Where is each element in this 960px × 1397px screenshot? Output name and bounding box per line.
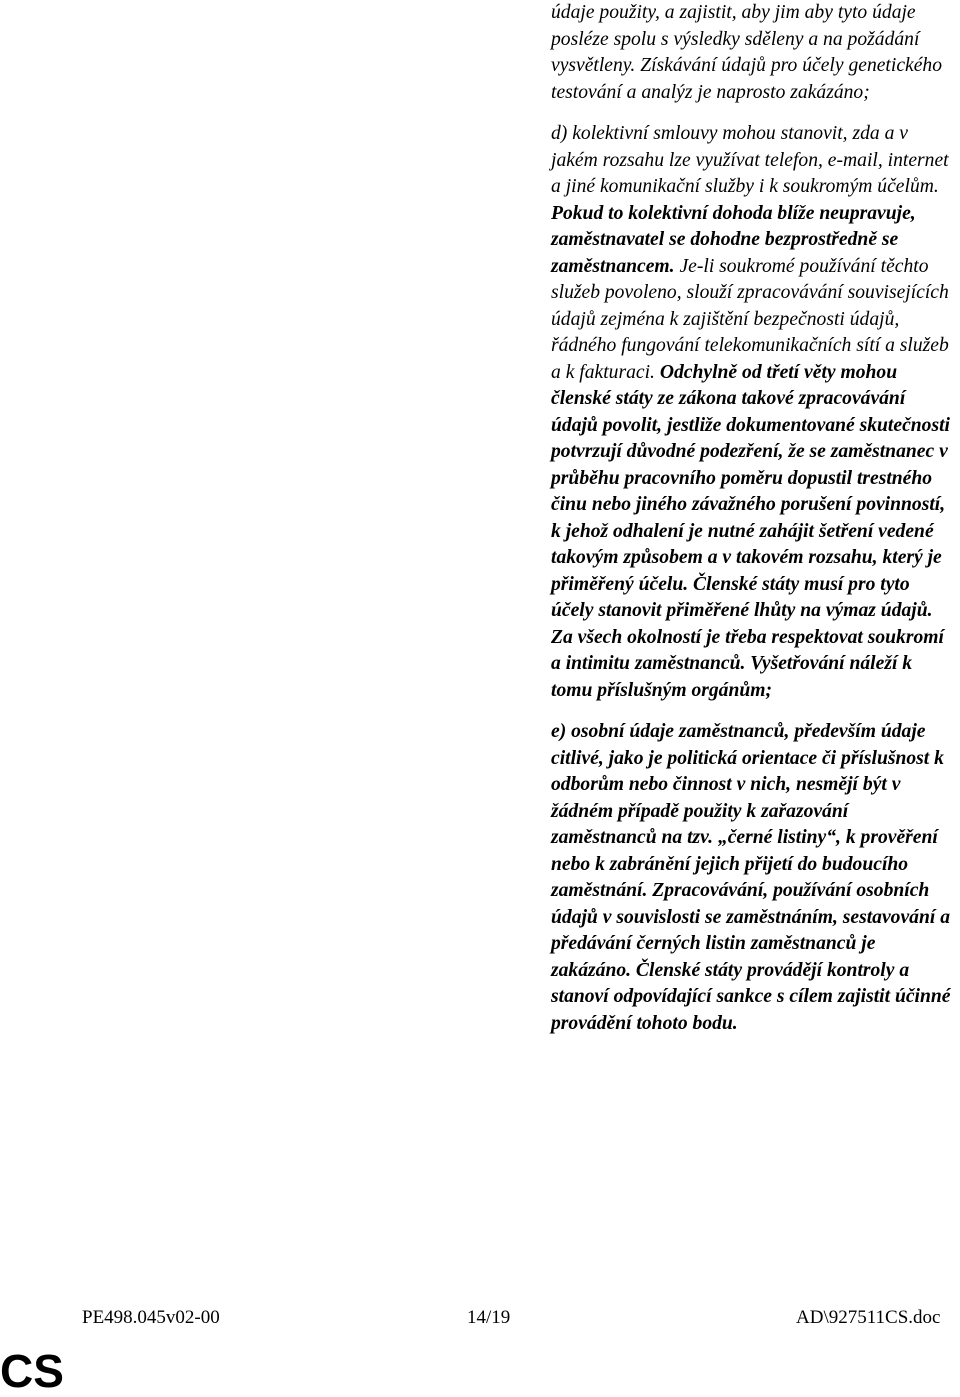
text-bold: Pokud to kolektivní dohoda blíže neupravuje, zaměstnavatel se dohodne bezprostředně se zaměstnancem. [551, 202, 916, 277]
text-normal: Je-li soukromé používání těchto služeb povoleno, slouží zpracovávání souvisejících údajů zejména k zajištění bezpečnosti údajů, řádného fungování telekomunikačních sítí a služeb a k fakturaci. [551, 255, 949, 383]
footer-page-number: 14/19 [467, 1307, 511, 1328]
footer-doc-ref: PE498.045v02-00 [82, 1307, 220, 1328]
text-normal: údaje použity, a zajistit, aby jim aby tyto údaje posléze spolu s výsledky sděleny a na požádání vysvětleny. Získávání údajů pro účely genetického testování a analýz je naprosto zakázáno; [551, 2, 943, 103]
footer-file-name: AD\927511CS.doc [796, 1307, 941, 1328]
text-normal: d) kolektivní smlouvy mohou stanovit, zda a v jakém rozsahu lze využívat telefon, e-mail, internet a jiné komunikační služby i k soukromým účelům. [551, 123, 949, 197]
paragraph-d [551, 121, 956, 704]
amendment-text-column [551, 0, 956, 1037]
text-bold: Odchylně od třetí věty mohou členské státy ze zákona takové zpracovávání údajů povolit, jestliže dokumentované skutečnosti potvrzují důvodné podezření, že se zaměstnanec v průběhu pracovního poměru dopustil trestného činu nebo jiného závažného porušení povinností, k jehož odhalení je nutné zahájit šetření vedené takovým způsobem a v takovém rozsahu, který je přiměřený účelu. Členské státy musí pro tyto účely stanovit přiměřené lhůty na výmaz údajů. Za všech okolností je třeba respektovat soukromí a intimitu zaměstnanců. Vyšetřování náleží k tomu příslušným orgánům; [551, 361, 950, 701]
text-bold: e) osobní údaje zaměstnanců, především údaje citlivé, jako je politická orientace či příslušnost k odborům nebo činnost v nich, nesmějí být v žádném případě použity k zařazování zaměstnanců na tzv. „černé listiny“, k prověření nebo k zabránění jejich přijetí do budoucího zaměstnání. Zpracovávání, používání osobních údajů v souvislosti se zaměstnáním, sestavování a předávání černých listin zaměstnanců je zakázáno. Členské státy provádějí kontroly a stanoví odpovídající sankce s cílem zajistit účinné provádění tohoto bodu. [551, 721, 951, 1034]
paragraph-e [551, 719, 956, 1037]
paragraph-c-tail [551, 0, 956, 106]
language-code: CS [0, 1345, 64, 1397]
